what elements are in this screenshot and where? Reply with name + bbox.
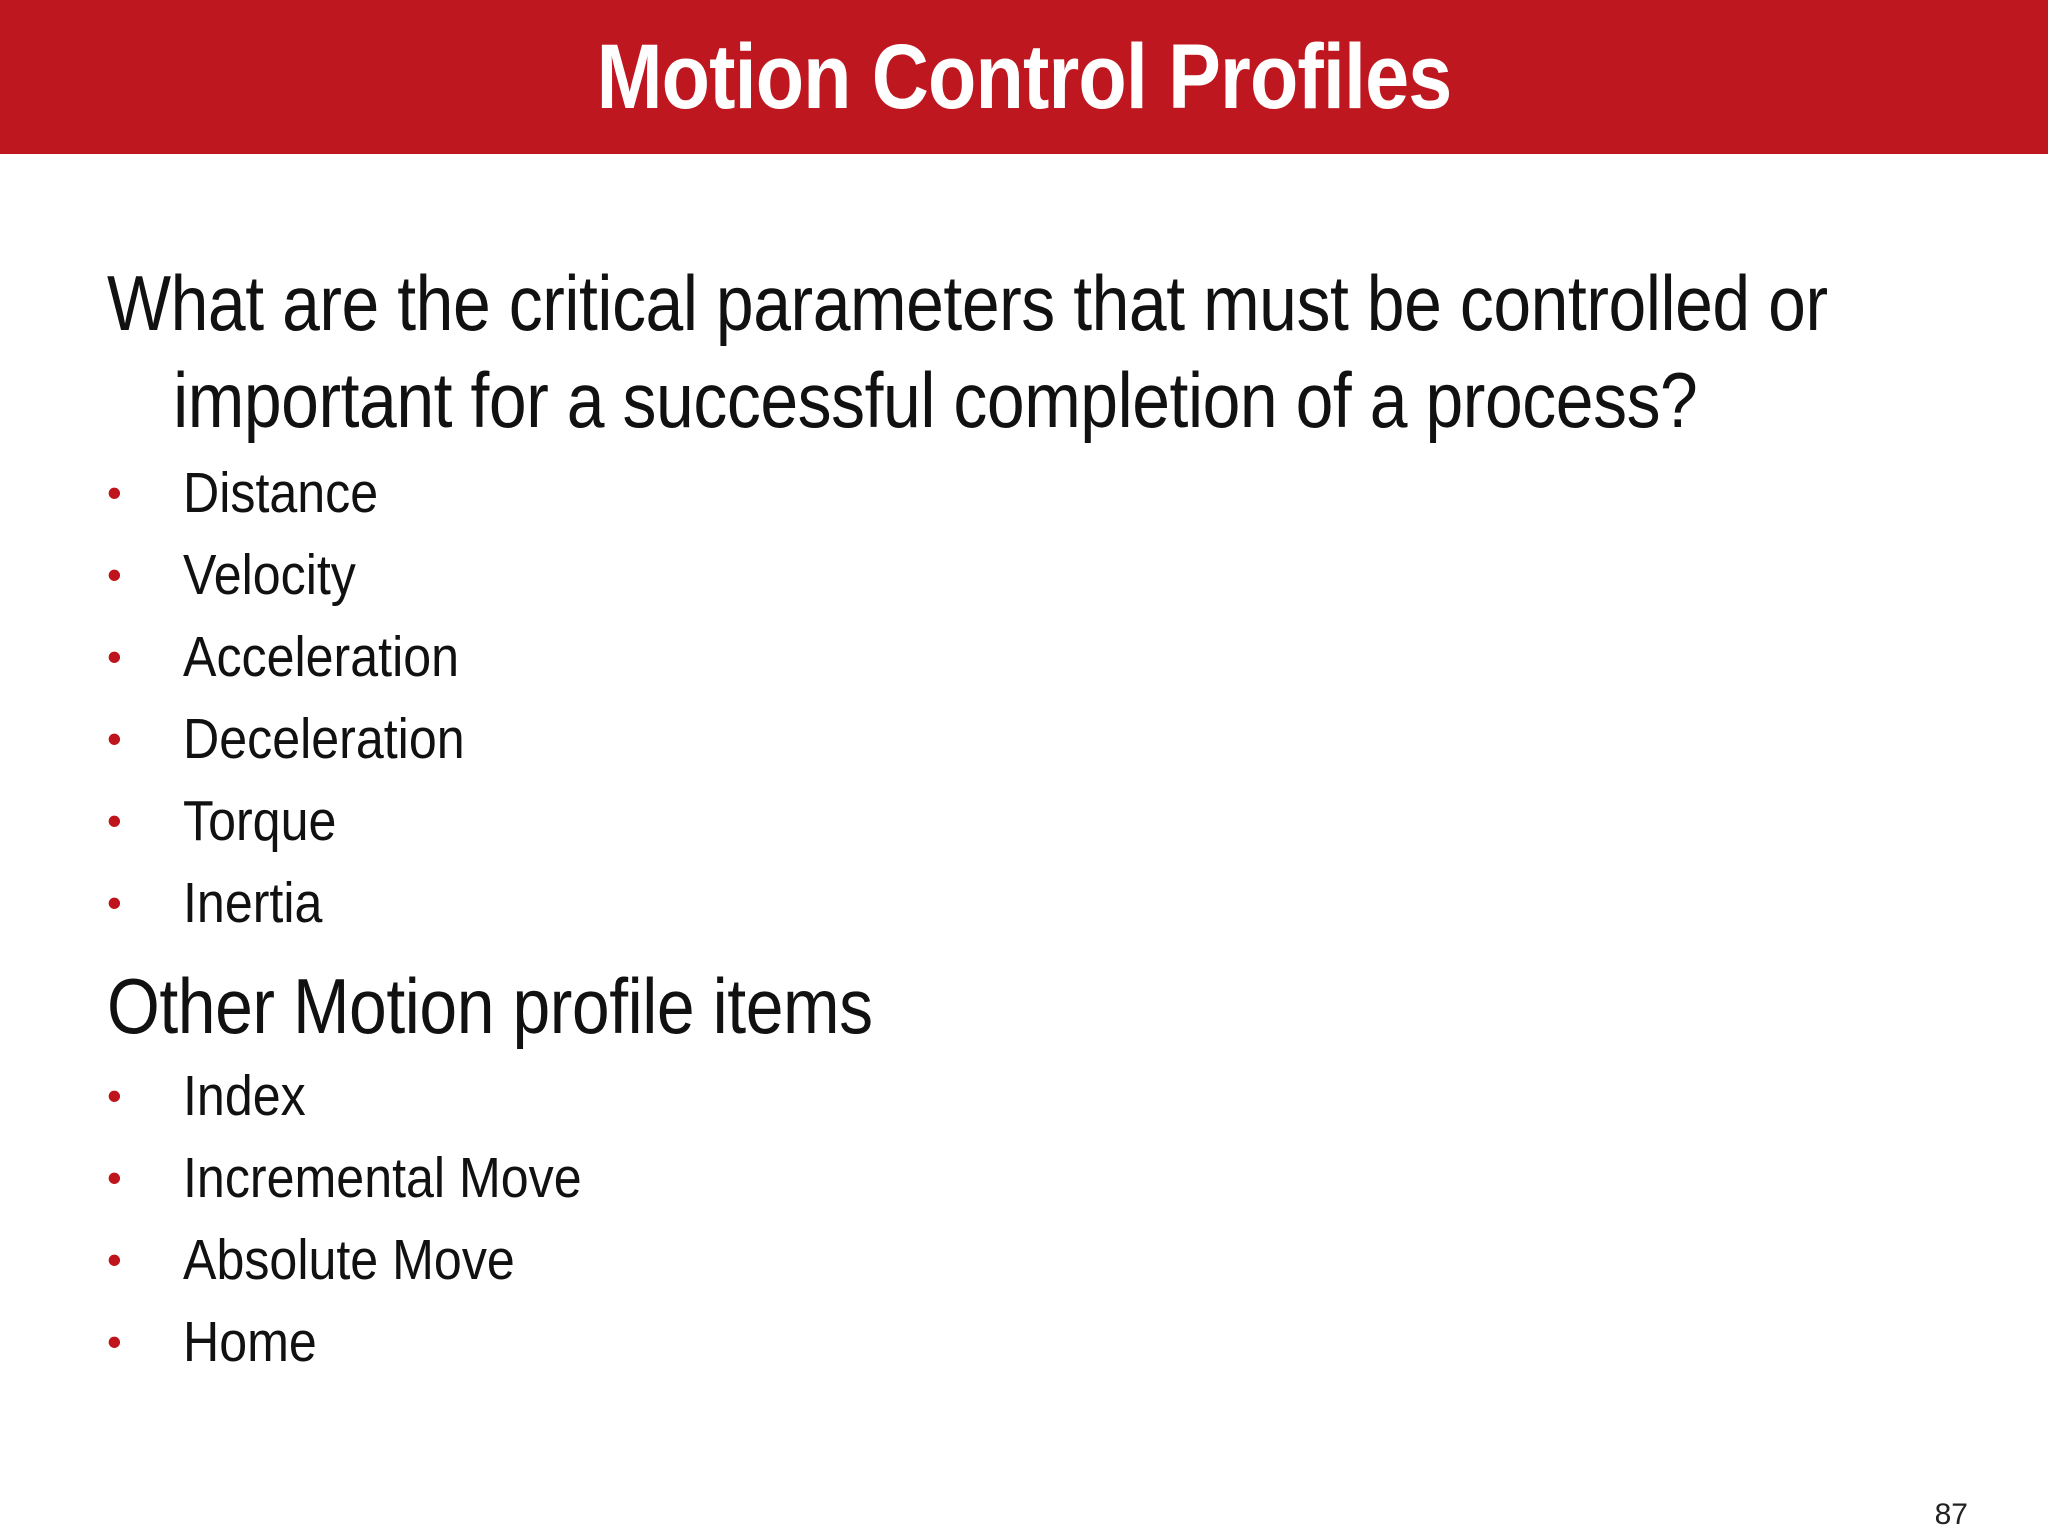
list-item (107, 616, 1967, 698)
page-number: 87 (1934, 1498, 1968, 1531)
other-item-label: Absolute Move (183, 1228, 515, 1292)
list-item (107, 1219, 1967, 1301)
bullet-icon: • (107, 1236, 122, 1283)
list-item (107, 780, 1967, 862)
other-item-label: Incremental Move (183, 1146, 582, 1210)
parameter-label: Inertia (183, 871, 323, 935)
list-item (107, 1301, 1967, 1383)
other-items-list (107, 1055, 1967, 1383)
list-item (107, 452, 1967, 534)
parameter-label: Velocity (183, 543, 356, 607)
bullet-icon: • (107, 797, 122, 844)
parameter-label: Torque (183, 789, 337, 853)
bullet-icon: • (107, 1154, 122, 1201)
list-item (107, 862, 1967, 944)
bullet-icon: • (107, 469, 122, 516)
bullet-icon: • (107, 633, 122, 680)
bullet-icon: • (107, 551, 122, 598)
section-heading: Other Motion profile items (107, 962, 873, 1050)
parameter-list (107, 452, 1967, 944)
list-item (107, 1055, 1967, 1137)
list-item (107, 698, 1967, 780)
bullet-icon: • (107, 715, 122, 762)
question-text: What are the critical parameters that must be controlled or important for a successful completion of a process? (107, 259, 1828, 444)
parameter-label: Distance (183, 461, 379, 525)
other-item-label: Home (183, 1310, 317, 1374)
title-bar (0, 0, 2048, 154)
slide-title: Motion Control Profiles (596, 25, 1452, 128)
parameter-label: Acceleration (183, 625, 460, 689)
bullet-icon: • (107, 1072, 122, 1119)
parameter-label: Deceleration (183, 707, 465, 771)
list-item (107, 534, 1967, 616)
other-item-label: Index (183, 1064, 306, 1128)
list-item (107, 1137, 1967, 1219)
bullet-icon: • (107, 1318, 122, 1365)
bullet-icon: • (107, 879, 122, 926)
slide-content (107, 255, 1967, 1383)
